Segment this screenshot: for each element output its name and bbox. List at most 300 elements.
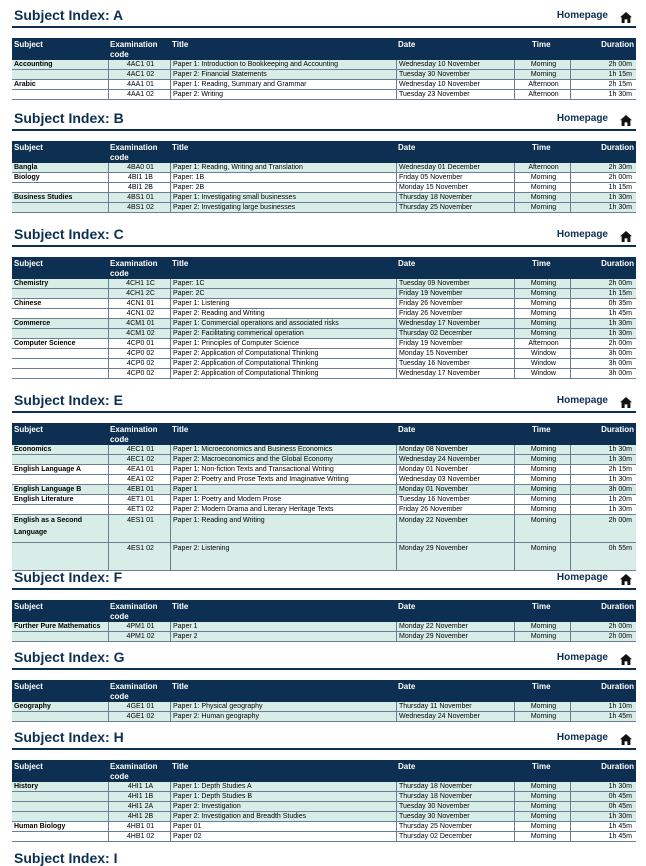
cell-code: 4CM1 01	[108, 319, 170, 328]
homepage-label: Homepage	[556, 395, 608, 406]
table-row	[12, 515, 636, 543]
cell-title: Paper 1: Reading, Writing and Translation	[170, 163, 396, 172]
section-divider	[12, 668, 636, 670]
column-header-date: Date	[398, 143, 416, 152]
column-header-code: Examination code	[110, 425, 158, 444]
cell-duration: 2h 00m	[570, 60, 636, 69]
section-title: Subject Index: C	[14, 226, 124, 242]
cell-code: 4CM1 02	[108, 329, 170, 338]
homepage-link[interactable]	[557, 10, 632, 21]
table-row	[12, 812, 636, 822]
cell-subject: English Literature	[14, 496, 74, 503]
homepage-link[interactable]	[557, 395, 632, 406]
cell-duration: 1h 20m	[570, 495, 636, 504]
homepage-label: Homepage	[556, 732, 608, 743]
homepage-link[interactable]	[557, 732, 632, 743]
cell-subject	[12, 712, 108, 721]
column-header-code: Examination code	[110, 762, 158, 781]
cell-date: Tuesday 23 November	[396, 90, 514, 99]
cell-time: Morning	[514, 622, 570, 631]
cell-title: Paper 1	[170, 622, 396, 631]
homepage-link[interactable]	[557, 652, 632, 663]
column-header-time: Time	[532, 40, 551, 49]
cell-subject: Computer Science	[14, 340, 76, 347]
cell-duration: 2h 15m	[570, 80, 636, 89]
cell-date: Friday 05 November	[396, 173, 514, 182]
section-header	[12, 225, 636, 247]
cell-date: Wednesday 17 November	[396, 319, 514, 328]
cell-code: 4CN1 02	[108, 309, 170, 318]
cell-title: Paper 2: Modern Drama and Literary Heritage Texts	[170, 505, 396, 514]
cell-code: 4BS1 01	[108, 193, 170, 202]
cell-subject: Business Studies	[12, 193, 108, 202]
table-header	[12, 141, 636, 163]
exam-table	[12, 257, 636, 379]
section-e	[12, 391, 636, 552]
cell-date: Wednesday 01 December	[396, 163, 514, 172]
column-header-code: Examination code	[110, 602, 158, 621]
cell-subject: Commerce	[12, 319, 108, 328]
cell-subject	[12, 792, 108, 801]
cell-code: 4EC1 01	[108, 445, 170, 454]
section-divider	[12, 588, 636, 590]
cell-duration: 1h 45m	[570, 832, 636, 841]
cell-subject: Further Pure Mathematics	[12, 622, 108, 631]
cell-date: Friday 19 November	[396, 289, 514, 298]
column-header-subject: Subject	[14, 762, 43, 771]
cell-time: Morning	[514, 173, 570, 182]
exam-table	[12, 600, 636, 642]
cell-code: 4HI1 1B	[108, 792, 170, 801]
cell-code: 4ET1 01	[108, 495, 170, 504]
cell-subject	[12, 183, 108, 192]
column-header-date: Date	[398, 40, 416, 49]
column-header-subject: Subject	[14, 259, 43, 268]
table-row	[12, 163, 636, 173]
column-header-date: Date	[398, 259, 416, 268]
cell-time: Morning	[514, 505, 570, 514]
cell-time: Morning	[514, 712, 570, 721]
cell-title: Paper 2: Investigating large businesses	[170, 203, 396, 212]
cell-time: Morning	[514, 289, 570, 298]
column-header-duration: Duration	[601, 602, 634, 611]
table-body	[12, 163, 636, 213]
cell-time: Afternoon	[514, 163, 570, 172]
cell-duration: 2h 15m	[570, 465, 636, 474]
homepage-link[interactable]	[557, 572, 632, 583]
cell-duration: 2h 00m	[570, 173, 636, 182]
cell-duration: 0h 35m	[570, 299, 636, 308]
homepage-label: Homepage	[556, 229, 608, 240]
cell-time: Morning	[514, 193, 570, 202]
home-icon[interactable]	[620, 395, 632, 406]
cell-date: Monday 29 November	[396, 543, 514, 570]
cell-date: Monday 15 November	[396, 183, 514, 192]
cell-subject: Chinese	[14, 300, 42, 307]
section-title: Subject Index: E	[14, 392, 123, 408]
cell-time: Window	[514, 369, 570, 378]
cell-title: Paper 1: Depth Studies A	[170, 782, 396, 791]
cell-duration: 2h 00m	[570, 632, 636, 641]
cell-date: Thursday 11 November	[396, 702, 514, 711]
cell-time: Morning	[514, 60, 570, 69]
table-row	[12, 203, 636, 213]
cell-code: 4HB1 02	[108, 832, 170, 841]
cell-date: Monday 01 November	[396, 465, 514, 474]
cell-duration: 1h 45m	[570, 309, 636, 318]
table-header	[12, 257, 636, 279]
column-header-title: Title	[172, 40, 189, 49]
cell-date: Wednesday 17 November	[396, 369, 514, 378]
cell-time: Morning	[514, 812, 570, 821]
table-header	[12, 600, 636, 622]
cell-duration: 1h 30m	[570, 193, 636, 202]
cell-subject	[12, 203, 108, 212]
cell-time: Afternoon	[514, 90, 570, 99]
table-row	[12, 369, 636, 379]
cell-time: Morning	[514, 203, 570, 212]
cell-time: Morning	[514, 183, 570, 192]
cell-subject: Chemistry	[12, 279, 108, 288]
cell-title: Paper: 1C	[170, 279, 396, 288]
section-divider	[12, 411, 636, 413]
cell-duration: 1h 30m	[570, 90, 636, 99]
cell-subject	[12, 289, 108, 298]
cell-code: 4AA1 01	[108, 80, 170, 89]
section-divider	[12, 748, 636, 750]
cell-date: Monday 29 November	[396, 632, 514, 641]
column-header-time: Time	[532, 259, 551, 268]
table-body	[12, 782, 636, 842]
table-row	[12, 802, 636, 812]
table-row	[12, 299, 636, 309]
home-icon[interactable]	[620, 652, 632, 663]
cell-date: Tuesday 16 November	[396, 495, 514, 504]
cell-subject: History	[12, 782, 108, 791]
cell-subject: English as a Second Language	[12, 515, 108, 542]
exam-table	[12, 38, 636, 100]
cell-title: Paper 2: Macroeconomics and the Global Economy	[170, 455, 396, 464]
cell-title: Paper: 1B	[170, 173, 396, 182]
cell-time: Morning	[514, 329, 570, 338]
cell-subject: Biology	[14, 174, 40, 181]
cell-date: Thursday 25 November	[396, 822, 514, 831]
cell-title: Paper 02	[170, 832, 396, 841]
table-row	[12, 319, 636, 329]
cell-date: Tuesday 30 November	[396, 70, 514, 79]
section-header	[12, 648, 636, 670]
cell-duration: 1h 30m	[570, 505, 636, 514]
section-divider	[12, 26, 636, 28]
cell-subject	[12, 812, 108, 821]
column-header-subject: Subject	[14, 40, 43, 49]
table-header	[12, 680, 636, 702]
cell-duration: 1h 15m	[570, 289, 636, 298]
cell-subject: Geography	[12, 702, 108, 711]
table-row	[12, 822, 636, 832]
table-row	[12, 505, 636, 515]
home-icon[interactable]	[620, 572, 632, 583]
cell-duration: 2h 00m	[570, 515, 636, 542]
homepage-link[interactable]	[557, 113, 632, 124]
table-row	[12, 702, 636, 712]
cell-date: Monday 08 November	[396, 445, 514, 454]
cell-subject: Arabic	[14, 81, 36, 88]
column-header-duration: Duration	[601, 40, 634, 49]
cell-title: Paper 2: Investigation	[170, 802, 396, 811]
cell-subject: Economics	[12, 445, 108, 454]
column-header-title: Title	[172, 143, 189, 152]
cell-duration: 1h 45m	[570, 712, 636, 721]
section-header	[12, 109, 636, 131]
cell-title: Paper 1: Listening	[170, 299, 396, 308]
cell-title: Paper 1: Reading and Writing	[170, 515, 396, 542]
cell-date: Friday 26 November	[396, 309, 514, 318]
column-header-code: Examination code	[110, 259, 158, 278]
cell-title: Paper 1: Non-fiction Texts and Transactional Writing	[170, 465, 396, 474]
cell-subject	[12, 90, 108, 99]
column-header-time: Time	[532, 143, 551, 152]
section-title: Subject Index: A	[14, 7, 124, 23]
cell-duration: 1h 30m	[570, 455, 636, 464]
cell-date: Friday 26 November	[396, 505, 514, 514]
cell-subject: English Language A	[14, 466, 82, 473]
cell-date: Monday 15 November	[396, 349, 514, 358]
cell-title: Paper 1: Reading, Summary and Grammar	[170, 80, 396, 89]
column-header-title: Title	[172, 425, 189, 434]
table-row	[12, 475, 636, 485]
cell-time: Morning	[514, 279, 570, 288]
cell-date: Thursday 18 November	[396, 193, 514, 202]
cell-code: 4BI1 1B	[108, 173, 170, 182]
cell-title: Paper 1: Commercial operations and associated risks	[170, 319, 396, 328]
cell-subject	[12, 455, 108, 464]
cell-duration: 0h 55m	[570, 543, 636, 570]
table-row	[12, 193, 636, 203]
cell-date: Thursday 25 November	[396, 203, 514, 212]
section-g	[12, 648, 636, 720]
cell-time: Afternoon	[514, 80, 570, 89]
cell-time: Morning	[514, 822, 570, 831]
table-row	[12, 80, 636, 90]
section-b	[12, 109, 636, 211]
cell-title: Paper 2: Application of Computational Thinking	[170, 359, 396, 368]
cell-duration: 1h 30m	[570, 203, 636, 212]
cell-time: Morning	[514, 299, 570, 308]
table-header	[12, 760, 636, 782]
home-icon[interactable]	[620, 732, 632, 743]
homepage-link[interactable]	[557, 229, 632, 240]
section-a	[12, 6, 636, 98]
home-icon[interactable]	[620, 113, 632, 124]
cell-subject	[12, 543, 108, 570]
column-header-date: Date	[398, 762, 416, 771]
cell-date: Tuesday 30 November	[396, 812, 514, 821]
table-row	[12, 90, 636, 100]
column-header-duration: Duration	[601, 143, 634, 152]
exam-table	[12, 423, 636, 571]
table-row	[12, 339, 636, 349]
cell-time: Morning	[514, 485, 570, 494]
column-header-duration: Duration	[601, 425, 634, 434]
section-divider	[12, 245, 636, 247]
column-header-time: Time	[532, 682, 551, 691]
home-icon[interactable]	[620, 229, 632, 240]
cell-date: Monday 01 November	[396, 485, 514, 494]
column-header-subject: Subject	[14, 602, 43, 611]
column-header-duration: Duration	[601, 259, 634, 268]
table-row	[12, 485, 636, 495]
cell-code: 4AC1 02	[108, 70, 170, 79]
table-body	[12, 60, 636, 100]
cell-duration: 2h 00m	[570, 279, 636, 288]
cell-time: Morning	[514, 782, 570, 791]
table-row	[12, 712, 636, 722]
section-divider	[12, 129, 636, 131]
cell-date: Thursday 18 November	[396, 792, 514, 801]
column-header-date: Date	[398, 425, 416, 434]
cell-date: Monday 22 November	[396, 622, 514, 631]
cell-date: Thursday 18 November	[396, 782, 514, 791]
cell-title: Paper 01	[170, 822, 396, 831]
home-icon[interactable]	[620, 10, 632, 21]
cell-duration: 1h 15m	[570, 183, 636, 192]
table-row	[12, 465, 636, 475]
cell-title: Paper 2: Listening	[170, 543, 396, 570]
column-header-title: Title	[172, 259, 189, 268]
homepage-label: Homepage	[556, 652, 608, 663]
column-header-subject: Subject	[14, 425, 43, 434]
cell-time: Morning	[514, 632, 570, 641]
cell-duration: 1h 30m	[570, 445, 636, 454]
cell-time: Morning	[514, 802, 570, 811]
cell-duration: 1h 30m	[570, 319, 636, 328]
cell-time: Morning	[514, 455, 570, 464]
table-row	[12, 279, 636, 289]
table-header	[12, 38, 636, 60]
column-header-date: Date	[398, 682, 416, 691]
column-header-subject: Subject	[14, 143, 43, 152]
cell-subject: English Language B	[12, 485, 108, 494]
section-title: Subject Index: B	[14, 110, 124, 126]
column-header-subject: Subject	[14, 682, 43, 691]
cell-code: 4BA0 01	[108, 163, 170, 172]
cell-title: Paper 1: Microeconomics and Business Economics	[170, 445, 396, 454]
section-f	[12, 568, 636, 640]
cell-code: 4GE1 02	[108, 712, 170, 721]
column-header-title: Title	[172, 762, 189, 771]
section-header	[12, 728, 636, 750]
cell-title: Paper 1: Investigating small businesses	[170, 193, 396, 202]
cell-title: Paper: 2C	[170, 289, 396, 298]
cell-time: Morning	[514, 445, 570, 454]
exam-table	[12, 141, 636, 213]
cell-time: Window	[514, 359, 570, 368]
cell-code: 4CN1 01	[108, 299, 170, 308]
cell-duration: 1h 30m	[570, 329, 636, 338]
homepage-label: Homepage	[556, 10, 608, 21]
section-c	[12, 225, 636, 377]
cell-date: Wednesday 10 November	[396, 60, 514, 69]
cell-duration: 3h 00m	[570, 349, 636, 358]
next-section-title: Subject Index: I	[14, 850, 118, 866]
cell-code: 4CH1 1C	[108, 279, 170, 288]
table-body	[12, 702, 636, 722]
table-row	[12, 329, 636, 339]
cell-title: Paper 2: Writing	[170, 90, 396, 99]
cell-code: 4PM1 02	[108, 632, 170, 641]
cell-date: Friday 26 November	[396, 299, 514, 308]
homepage-label: Homepage	[556, 572, 608, 583]
cell-subject	[12, 309, 108, 318]
cell-subject	[12, 359, 108, 368]
table-row	[12, 622, 636, 632]
cell-date: Wednesday 03 November	[396, 475, 514, 484]
cell-time: Morning	[514, 832, 570, 841]
cell-code: 4PM1 01	[108, 622, 170, 631]
section-header	[12, 6, 636, 28]
cell-title: Paper 1: Principles of Computer Science	[170, 339, 396, 348]
cell-code: 4CP0 02	[108, 359, 170, 368]
table-row	[12, 455, 636, 465]
table-row	[12, 782, 636, 792]
cell-title: Paper 2: Application of Computational Thinking	[170, 349, 396, 358]
cell-title: Paper 1	[170, 485, 396, 494]
cell-title: Paper 2: Financial Statements	[170, 70, 396, 79]
section-header	[12, 391, 636, 413]
table-row	[12, 183, 636, 193]
cell-code: 4HI1 2B	[108, 812, 170, 821]
cell-title: Paper 2: Application of Computational Thinking	[170, 369, 396, 378]
cell-subject	[12, 802, 108, 811]
cell-time: Morning	[514, 792, 570, 801]
table-row	[12, 632, 636, 642]
cell-time: Morning	[514, 475, 570, 484]
cell-code: 4ES1 02	[108, 543, 170, 570]
section-title: Subject Index: H	[14, 729, 124, 745]
cell-subject: Human Biology	[14, 823, 66, 830]
table-row	[12, 445, 636, 455]
cell-time: Morning	[514, 702, 570, 711]
cell-code: 4BS1 02	[108, 203, 170, 212]
cell-title: Paper 2	[170, 632, 396, 641]
cell-code: 4GE1 01	[108, 702, 170, 711]
cell-code: 4ES1 01	[108, 515, 170, 542]
cell-date: Thursday 02 December	[396, 832, 514, 841]
cell-duration: 1h 10m	[570, 702, 636, 711]
cell-subject	[12, 349, 108, 358]
cell-code: 4AA1 02	[108, 90, 170, 99]
cell-date: Wednesday 24 November	[396, 712, 514, 721]
section-title: Subject Index: G	[14, 649, 125, 665]
table-row	[12, 70, 636, 80]
cell-title: Paper 1: Poetry and Modern Prose	[170, 495, 396, 504]
cell-code: 4EC1 02	[108, 455, 170, 464]
cell-title: Paper 1: Physical geography	[170, 702, 396, 711]
section-h	[12, 728, 636, 840]
cell-subject: Accounting	[12, 60, 108, 69]
cell-duration: 1h 30m	[570, 475, 636, 484]
column-header-duration: Duration	[601, 762, 634, 771]
exam-table	[12, 760, 636, 842]
table-body	[12, 622, 636, 642]
exam-table	[12, 680, 636, 722]
cell-subject	[12, 505, 108, 514]
cell-date: Thursday 02 December	[396, 329, 514, 338]
cell-code: 4BI1 2B	[108, 183, 170, 192]
cell-code: 4EA1 01	[108, 465, 170, 474]
column-header-title: Title	[172, 682, 189, 691]
